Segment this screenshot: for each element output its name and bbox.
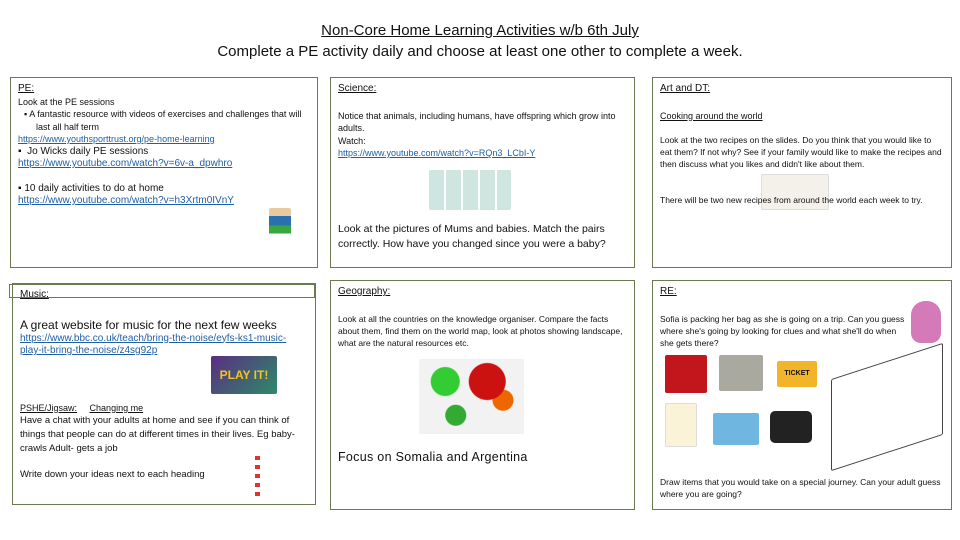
geography-text: Look at all the countries on the knowledge organiser. Compare the facts about them, find them on the world map, look at photos showing landscape, what are the natural resources etc. xyxy=(338,313,623,348)
pe-bullet-2-text: Jo Wicks daily PE sessions xyxy=(27,145,149,157)
art-heading: Art and DT: xyxy=(660,83,711,94)
music-text: A great website for music for the next few weeks xyxy=(20,317,277,332)
pe-link-2[interactable]: https://www.youtube.com/watch?v=6v-a_dpwhro xyxy=(18,158,233,169)
pe-link-1[interactable]: https://www.youthsporttrust.org/pe-home-learning xyxy=(18,134,215,144)
animals-grid-image xyxy=(429,170,511,210)
pshe-heading: PSHE/Jigsaw: xyxy=(20,402,78,413)
page-subtitle: Complete a PE activity daily and choose at least one other to complete a week. xyxy=(217,43,743,60)
re-text: Sofia is packing her bag as she is going on a trip. Can you guess where she's going by looking for clues and what she'll do when she gets there? xyxy=(660,313,905,348)
music-heading-box xyxy=(9,284,315,298)
geography-panel xyxy=(330,280,635,510)
music-pshe-panel xyxy=(12,283,316,505)
science-watch: Watch: xyxy=(338,135,366,146)
science-heading: Science: xyxy=(338,83,377,94)
party-invite-image xyxy=(665,403,697,447)
science-panel xyxy=(330,77,635,268)
world-map-small-image xyxy=(713,413,759,445)
world-map-image xyxy=(419,359,524,434)
pshe-heading-row xyxy=(20,402,308,415)
open-suitcase-image xyxy=(831,343,943,471)
pe-intro: Look at the PE sessions xyxy=(18,96,115,107)
owl-image xyxy=(911,301,941,343)
pe-bullet-3-text: 10 daily activities to do at home xyxy=(24,182,164,194)
science-link[interactable]: https://www.youtube.com/watch?v=RQn3_LCbI-Y xyxy=(338,148,536,158)
science-task: Look at the pictures of Mums and babies. Match the pairs correctly. How have you changed since you were a baby? xyxy=(338,222,606,250)
pe-bullet-3: ▪ 10 daily activities to do at home xyxy=(18,182,164,194)
art-text: Look at the two recipes on the slides. Do you think that you would like to eat them? If not why? See if your family would like to make the recipes and then discuss what you likes and didn't like about them. xyxy=(660,135,942,169)
pshe-text-2: Write down your ideas next to each heading xyxy=(20,469,205,480)
geography-focus: Focus on Somalia and Argentina xyxy=(338,450,528,464)
coins-image xyxy=(719,355,763,391)
art-subheading: Cooking around the world xyxy=(660,110,763,121)
gift-image xyxy=(665,355,707,393)
pshe-subheading: Changing me xyxy=(89,402,144,413)
art-text-2: There will be two new recipes from around the world each week to try. xyxy=(660,195,923,205)
re-panel xyxy=(652,280,952,510)
music-heading: Music: xyxy=(20,289,49,300)
pe-heading: PE: xyxy=(18,83,35,94)
re-heading: RE: xyxy=(660,286,677,297)
exercise-figure-image xyxy=(269,208,291,240)
art-panel xyxy=(652,77,952,268)
bullet-list-image xyxy=(255,456,260,496)
play-it-thumbnail[interactable]: PLAY IT! xyxy=(211,356,277,394)
ticket-image: TICKET xyxy=(777,361,817,387)
pshe-text: Have a chat with your adults at home and see if you can think of things that people can do at different times in their lives. Eg baby- crawls Adult- gets a job xyxy=(20,415,295,454)
re-task: Draw items that you would take on a special journey. Can your adult guess where you are going? xyxy=(660,477,941,499)
pe-link-3[interactable]: https://www.youtube.com/watch?v=h3Xrtm0IVnY xyxy=(18,195,234,206)
music-link[interactable]: https://www.bbc.co.uk/teach/bring-the-noise/eyfs-ks1-music-play-it-bring-the-noise/z4sg92p xyxy=(20,332,287,356)
camera-image xyxy=(770,411,812,443)
pe-bullet-1: ▪ A fantastic resource with videos of exercises and challenges that will last all half term xyxy=(24,109,302,132)
geography-heading: Geography: xyxy=(338,286,391,297)
page-title: Non-Core Home Learning Activities w/b 6th July xyxy=(321,22,639,39)
pe-bullet-2: ▪ Jo Wicks daily PE sessions xyxy=(18,145,149,157)
science-text: Notice that animals, including humans, have offspring which grow into adults. xyxy=(338,110,616,133)
pe-bullet-1-text: A fantastic resource with videos of exercises and challenges that will last all half term xyxy=(29,109,302,132)
pe-panel xyxy=(10,77,318,268)
